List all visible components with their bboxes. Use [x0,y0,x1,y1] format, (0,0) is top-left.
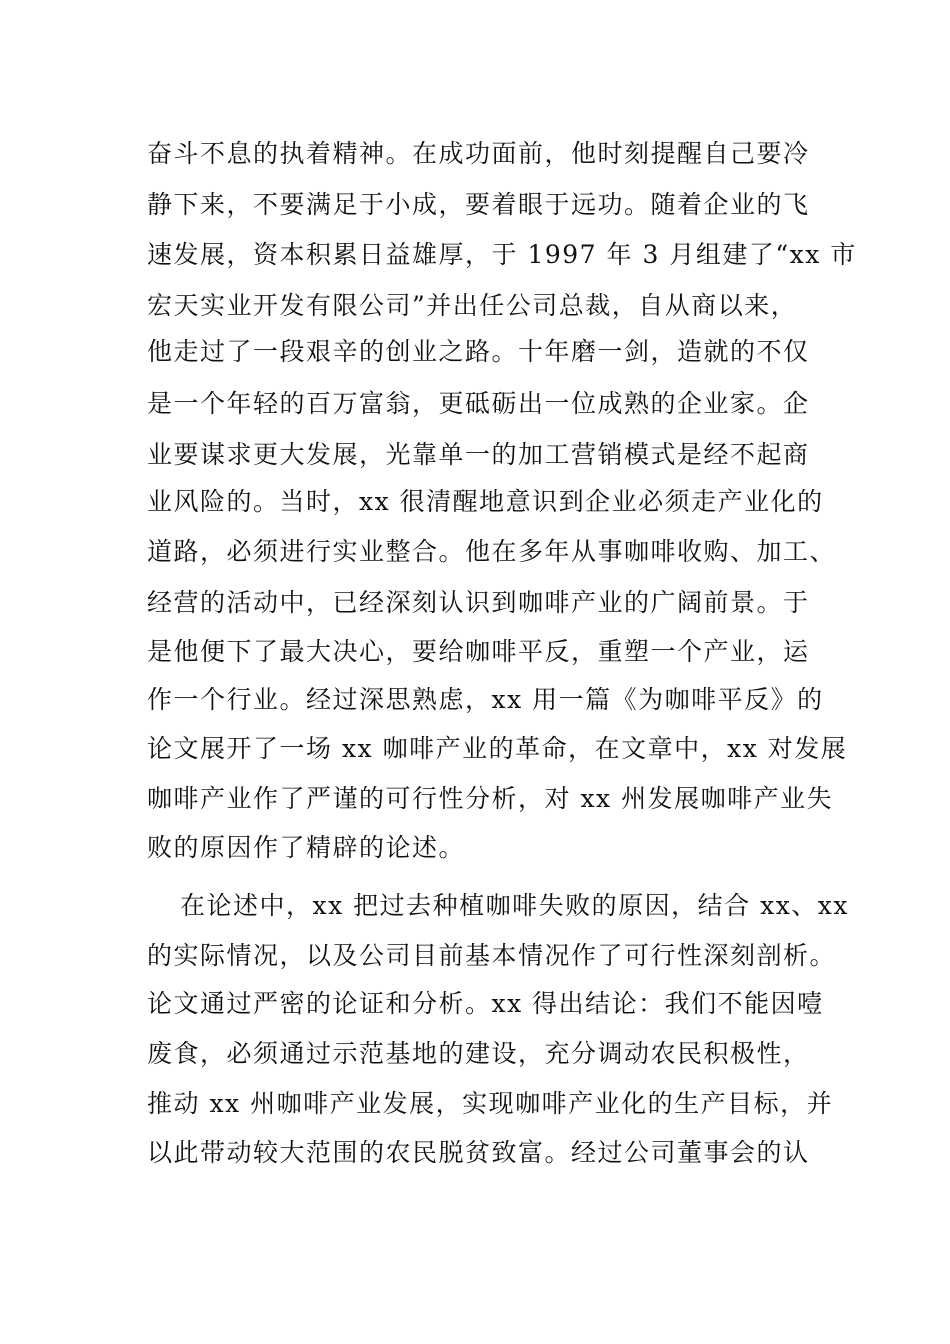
text-line: 废食，必须通过示范基地的建设，充分调动农民积极性， [147,1039,810,1068]
text-line: 业风险的。当时，xx 很清醒地意识到企业必须走产业化的 [147,487,824,516]
text-line: 他走过了一段艰辛的创业之路。十年磨一剑，造就的不仅 [147,337,810,366]
text-line: 败的原因作了精辟的论述。 [147,833,466,862]
text-line: 道路，必须进行实业整合。他在多年从事咖啡收购、加工、 [147,537,837,566]
text-line: 咖啡产业作了严谨的可行性分析，对 xx 州发展咖啡产业失 [147,784,834,813]
text-line: 静下来，不要满足于小成，要着眼于远功。随着企业的飞 [147,190,810,219]
text-line: 速发展，资本积累日益雄厚，于 1997 年 3 月组建了“xx 市 [147,240,857,269]
text-line: 作一个行业。经过深思熟虑，xx 用一篇《为咖啡平反》的 [147,685,824,714]
text-line: 宏天实业开发有限公司”并出任公司总裁，自从商以来， [147,291,798,320]
text-line: 奋斗不息的执着精神。在成功面前，他时刻提醒自己要冷 [147,139,810,168]
text-line: 的实际情况，以及公司目前基本情况作了可行性深刻剖析。 [147,941,837,970]
text-line: 以此带动较大范围的农民脱贫致富。经过公司董事会的认 [147,1138,810,1167]
text-line: 论文通过严密的论证和分析。xx 得出结论：我们不能因噎 [147,989,824,1018]
paragraph-first-line: 在论述中，xx 把过去种植咖啡失败的原因，结合 xx、xx [180,891,849,920]
text-line: 是他便下了最大决心，要给咖啡平反，重塑一个产业，运 [147,637,810,666]
text-line: 论文展开了一场 xx 咖啡产业的革命，在文章中，xx 对发展 [147,734,848,763]
text-line: 经营的活动中，已经深刻认识到咖啡产业的广阔前景。于 [147,588,810,617]
text-line: 推动 xx 州咖啡产业发展，实现咖啡产业化的生产目标，并 [147,1089,834,1118]
text-line: 业要谋求更大发展，光靠单一的加工营销模式是经不起商 [147,440,810,469]
text-line: 是一个年轻的百万富翁，更砥砺出一位成熟的企业家。企 [147,389,810,418]
